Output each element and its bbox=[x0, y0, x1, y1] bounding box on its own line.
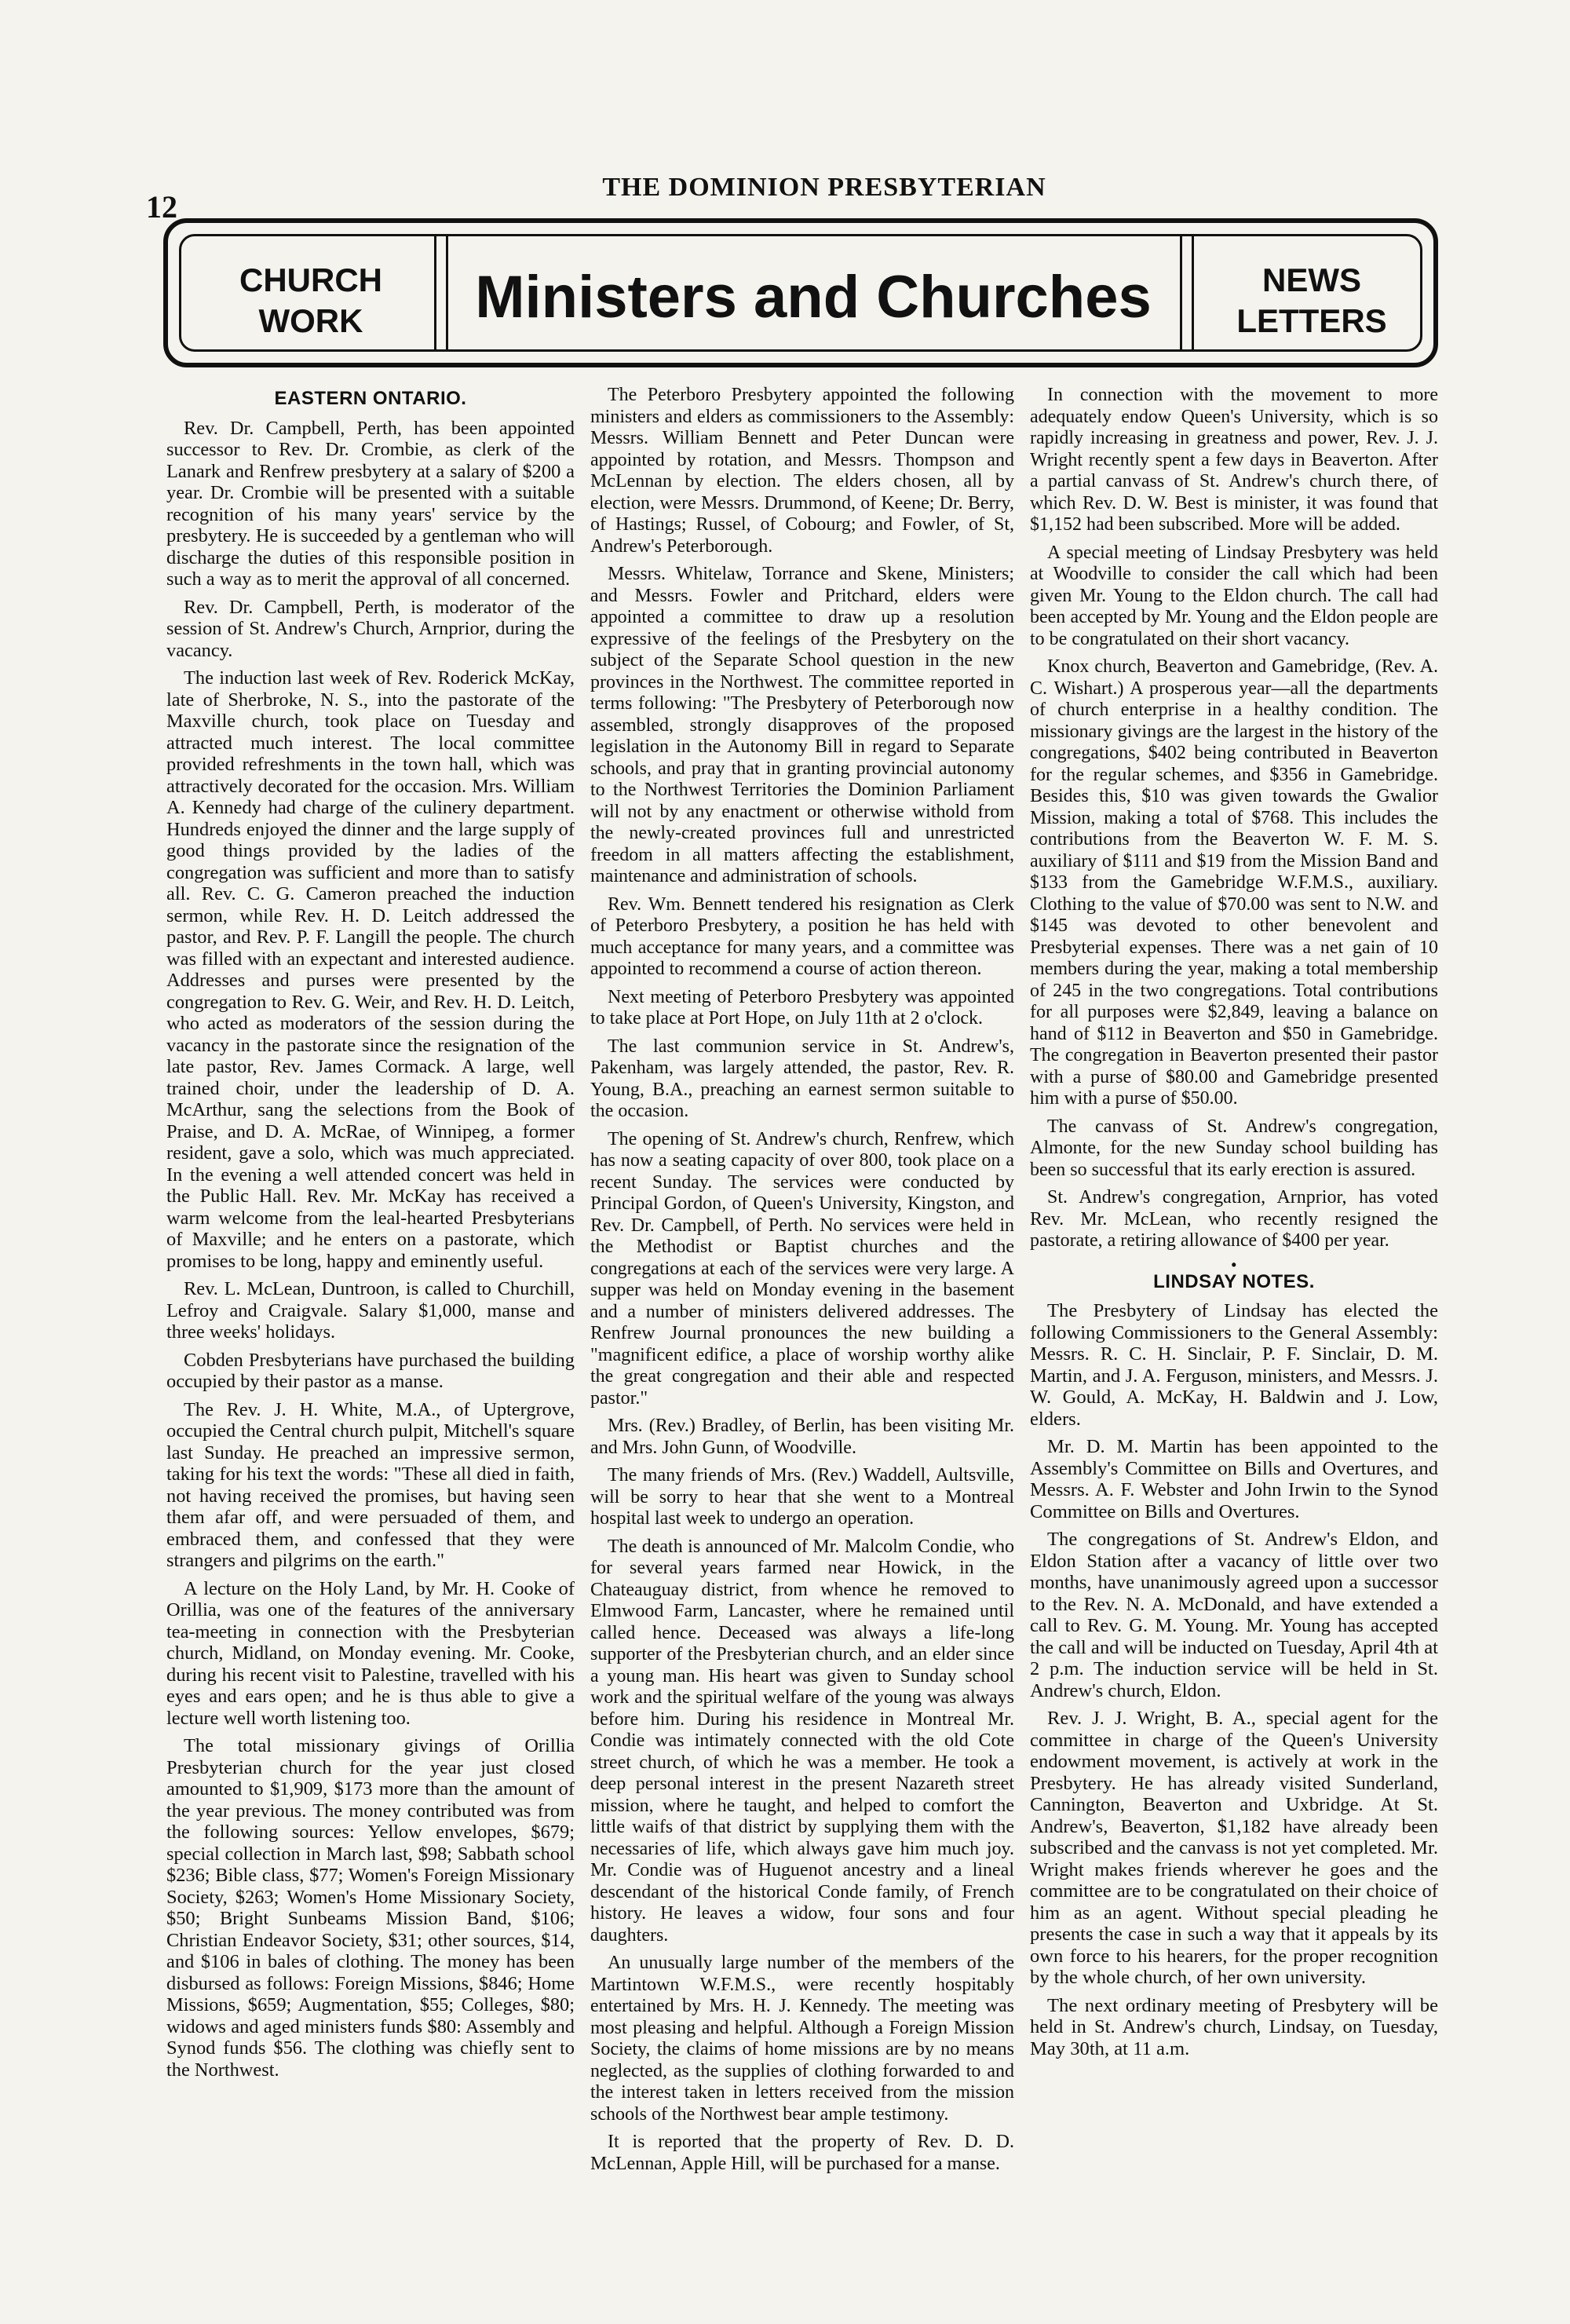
article-paragraph: Rev. Wm. Bennett tendered his resignation as Clerk of Peterboro Presbytery, a position he has held with much acceptance for many years, and a committee was appointed to recommend a course of action thereon. bbox=[590, 893, 1014, 979]
article-paragraph: The canvass of St. Andrew's congregation, Almonte, for the new Sunday school building has been so successful that its early erection is assured. bbox=[1030, 1116, 1438, 1180]
article-paragraph: It is reported that the property of Rev. D. D. McLennan, Apple Hill, will be purchased for a manse. bbox=[590, 2132, 1014, 2174]
article-paragraph: Mrs. (Rev.) Bradley, of Berlin, has been visiting Mr. and Mrs. John Gunn, of Woodville. bbox=[590, 1416, 1014, 1458]
banner-right-line-2: LETTERS bbox=[1236, 302, 1387, 339]
banner-title: Ministers and Churches bbox=[475, 264, 1152, 331]
column-1 bbox=[166, 385, 575, 2238]
article-paragraph: The induction last week of Rev. Roderick McKay, late of Sherbroke, N. S., into the pastorate of the Maxville church, took place on Tuesday and attracted much interest. The local committee provided refreshments in the town hall, which was attractively decorated for the occasion. Mrs. William A. Kennedy had charge of the culinery department. Hundreds enjoyed the dinner and the large supply of good things provided by the ladies of the congregation was sufficient and more than to satisfy all. Rev. C. G. Cameron preached the induction sermon, while Rev. H. D. Leitch addressed the pastor, and Rev. P. F. Langill the people. The church was filled with an expectant and interested audience. Addresses and purses were presented by the congregation to Rev. G. Weir, and Rev. H. D. Leitch, who acted as moderators of the session during the vacancy in the pastorate since the resignation of the late pastor, Rev. James Cormack. A large, well trained choir, under the leadership of D. A. McArthur, sang the selections from the Book of Praise, and D. A. McRae, of Winnipeg, a former resident, gave a solo, which was much appreciated. In the evening a well attended concert was held in the Public Hall. Rev. Mr. McKay has received a warm welcome from the leal-hearted Presbyterians of Maxville; and he enters on a pastorate, which promises to be long, happy and eminently useful. bbox=[166, 667, 575, 1272]
banner-left-label bbox=[189, 260, 433, 342]
page-number: 12 bbox=[146, 189, 177, 225]
article-paragraph: St. Andrew's congregation, Arnprior, has voted Rev. Mr. McLean, who recently resigned the pastorate, a retiring allowance of $400 per year. bbox=[1030, 1187, 1438, 1251]
article-paragraph: Rev. J. J. Wright, B. A., special agent for the committee in charge of the Queen's University endowment movement, is actively at work in the Presbytery. He has already visited Sunderland, Cannington, Beaverton and Uxbridge. At St. Andrew's, Beaverton, $1,182 have already been subscribed and the canvass is not yet completed. Mr. Wright makes friends wherever he goes and the committee are to be congratulated on their choice of him as an agent. Without special pleading he presents the case in such a way that it appeals by its own force to his hearers, for the proper recognition by the whole church, of her own university. bbox=[1030, 1708, 1438, 1988]
article-paragraph: A special meeting of Lindsay Presbytery was held at Woodville to consider the call which had been given Mr. Young to the Eldon church. The call had been accepted by Mr. Young and the Eldon people are to be congratulated on their short vacancy. bbox=[1030, 542, 1438, 649]
section-separator-dot: • bbox=[1231, 1256, 1237, 1273]
banner-right-line-1: NEWS bbox=[1262, 261, 1361, 298]
section-heading-text: LINDSAY NOTES. bbox=[1153, 1270, 1315, 1292]
article-paragraph: Rev. Dr. Campbell, Perth, is moderator of the session of St. Andrew's Church, Arnprior, during the vacancy. bbox=[166, 596, 575, 661]
article-paragraph: In connection with the movement to more adequately endow Queen's University, which is so rapidly increasing in greatness and power, Rev. J. J. Wright recently spent a few days in Beaverton. After a partial canvass of St. Andrew's church there, of which Rev. D. W. Best is minister, it was found that $1,152 had been subscribed. More will be added. bbox=[1030, 385, 1438, 535]
banner-divider-right bbox=[1180, 236, 1194, 349]
banner-right-label bbox=[1194, 260, 1429, 342]
banner-left-line-2: WORK bbox=[258, 302, 363, 339]
article-paragraph: The Peterboro Presbytery appointed the following ministers and elders as commissioners to the Assembly: Messrs. William Bennett and Peter Duncan were appointed by rotation, and Messrs. Thompson and McLennan by election. The elders chosen, all by election, were Messrs. Drummond, of Keene; Dr. Berry, of Hastings; Russel, of Cobourg; and Fowler, of St, Andrew's Peterborough. bbox=[590, 385, 1014, 557]
column-3 bbox=[1030, 385, 1438, 2238]
article-paragraph: The last communion service in St. Andrew's, Pakenham, was largely attended, the pastor, Rev. R. Young, B.A., preaching an earnest sermon suitable to the occasion. bbox=[590, 1036, 1014, 1121]
article-paragraph: The congregations of St. Andrew's Eldon, and Eldon Station after a vacancy of little over two months, have unanimously agreed upon a successor to the Rev. N. A. McDonald, and have extended a call to Rev. G. M. Young. Mr. Young has accepted the call and will be inducted on Tuesday, April 4th at 2 p.m. The induction service will be held in St. Andrew's church, Eldon. bbox=[1030, 1529, 1438, 1701]
article-paragraph: Rev. L. McLean, Duntroon, is called to Churchill, Lefroy and Craigvale. Salary $1,000, manse and three weeks' holidays. bbox=[166, 1278, 575, 1343]
article-paragraph: Rev. Dr. Campbell, Perth, has been appointed successor to Rev. Dr. Crombie, as clerk of the Lanark and Renfrew presbytery at a salary of $200 a year. Dr. Crombie will be presented with a suitable recognition of his many years' service by the presbytery. He is succeeded by a gentleman who will discharge the duties of this responsible position in such a way as to merit the approval of all concerned. bbox=[166, 417, 575, 590]
section-banner bbox=[163, 218, 1438, 367]
article-paragraph: Knox church, Beaverton and Gamebridge, (Rev. A. C. Wishart.) A prosperous year—all the departments of church enterprise in a healthy condition. The missionary givings are the largest in the history of the congregations, $402 being contributed in Beaverton for the regular schemes, and $356 in Gamebridge. Besides this, $10 was given towards the Gwalior Mission, making a total of $768. This includes the contributions from the Beaverton W. F. M. S. auxiliary of $111 and $19 from the Mission Band and $133 from the Gamebridge W.F.M.S., auxiliary. Clothing to the value of $70.00 was sent to N.W. and $145 was devoted to other benevolent and Presbyterial expenses. There was a net gain of 10 members during the year, making a total membership of 245 in the two congregations. Total contributions for all purposes were $2,849, leaving a balance on hand of $112 in Beaverton and $50 in Gamebridge. The congregation in Beaverton presented their pastor with a purse of $80.00 and Gamebridge presented him with a purse of $50.00. bbox=[1030, 656, 1438, 1109]
banner-left-line-1: CHURCH bbox=[239, 261, 382, 298]
article-paragraph: Messrs. Whitelaw, Torrance and Skene, Ministers; and Messrs. Fowler and Pritchard, elders were appointed a committee to draw up a resolution expressive of the feelings of the Presbytery on the subject of the Separate School question in the new provinces in the Northwest. The committee reported in terms following: "The Presbytery of Peterborough now assembled, strongly disapproves of the proposed legislation in the Autonomy Bill in regard to Separate schools, and pray that in granting provincial autonomy to the Northwest Territories the Dominion Parliament will not by any enactment or otherwise withold from the newly-created provinces full and unrestricted freedom in all matters affecting the establishment, maintenance and administration of schools. bbox=[590, 564, 1014, 886]
article-paragraph: The death is announced of Mr. Malcolm Condie, who for several years farmed near Howick, in the Chateauguay district, from whence he removed to Elmwood Farm, Lancaster, where he remained until called hence. Deceased was always a life-long supporter of the Presbyterian church, and an elder since a young man. His heart was given to Sunday school work and the spiritual welfare of the young was always before him. During his residence in Montreal Mr. Condie was intimately connected with the old Cote street church, of which he was a member. He took a deep personal interest in the present Nazareth street mission, where he taught, and helped to comfort the little waifs of that district by supplying them with the necessaries of life, which always gave him much joy. Mr. Condie was of Huguenot ancestry and a lineal descendant of the historical Conde family, of French history. He leaves a widow, four sons and four daughters. bbox=[590, 1536, 1014, 1946]
banner-divider-left bbox=[434, 236, 448, 349]
article-paragraph: The total missionary givings of Orillia Presbyterian church for the year just closed amounted to $1,909, $173 more than the amount of the year previous. The money contributed was from the following sources: Yellow envelopes, $679; special collection in March last, $98; Sabbath school $236; Bible class, $77; Women's Foreign Missionary Society, $263; Women's Home Missionary Society, $50; Bright Sunbeams Mission Band, $106; Christian Endeavor Society, $31; other sources, $14, and $106 in bales of clothing. The money has been disbursed as follows: Foreign Missions, $846; Home Missions, $659; Augmentation, $55; Colleges, $80; widows and aged ministers funds $80: Assembly and Synod funds $56. The clothing was chiefly sent to the Northwest. bbox=[166, 1735, 575, 2081]
article-columns bbox=[166, 385, 1438, 2238]
article-paragraph: A lecture on the Holy Land, by Mr. H. Cooke of Orillia, was one of the features of the anniversary tea-meeting in connection with the Presbyterian church, Midland, on Monday evening. Mr. Cooke, during his recent visit to Palestine, travelled with his eyes and ears open; and he is thus able to give a lecture well worth listening too. bbox=[166, 1577, 575, 1729]
article-paragraph: The Presbytery of Lindsay has elected the following Commissioners to the General Assembly: Messrs. R. C. H. Sinclair, P. F. Sinclair, D. M. Martin, and J. A. Ferguson, ministers, and Messrs. J. W. Gould, A. McKay, H. Baldwin and J. Low, elders. bbox=[1030, 1300, 1438, 1430]
article-paragraph: The many friends of Mrs. (Rev.) Waddell, Aultsville, will be sorry to hear that she went to a Montreal hospital last week to undergo an operation. bbox=[590, 1465, 1014, 1529]
section-heading-eastern-ontario: EASTERN ONTARIO. bbox=[274, 388, 467, 409]
running-head: THE DOMINION PRESBYTERIAN bbox=[602, 173, 1046, 202]
banner-inner-frame bbox=[179, 234, 1422, 352]
article-paragraph: The opening of St. Andrew's church, Renfrew, which has now a seating capacity of over 800, took place on a recent Sunday. The services were conducted by Principal Gordon, of Queen's University, Kingston, and Rev. Dr. Campbell, of Perth. No services were held in the Methodist or Baptist churches and the congregations at each of the services were very large. A supper was held on Monday evening in the basement and a number of ministers delivered addresses. The Renfrew Journal pronounces the new building a "magnificent edifice, a place of worship worthy alike the great congregation and their able and respected pastor." bbox=[590, 1128, 1014, 1409]
article-paragraph: Cobden Presbyterians have purchased the building occupied by their pastor as a manse. bbox=[166, 1349, 575, 1392]
article-paragraph: The Rev. J. H. White, M.A., of Uptergrove, occupied the Central church pulpit, Mitchell's square last Sunday. He preached an impressive sermon, taking for his text the words: "These all died in faith, not having received the promises, but having seen them afar off, and were persuaded of them, and embraced them, and confessed that they were strangers and pilgrims on the earth." bbox=[166, 1398, 575, 1571]
article-paragraph: An unusually large number of the members of the Martintown W.F.M.S., were recently hospitably entertained by Mrs. H. J. Kennedy. The meeting was most pleasing and helpful. Although a Foreign Mission Society, the claims of home missions are by no means neglected, as the supplies of clothing forwarded to and the interest taken in letters received from the mission schools of the Northwest bear ample testimony. bbox=[590, 1953, 1014, 2125]
column-2 bbox=[590, 385, 1014, 2238]
article-paragraph: Next meeting of Peterboro Presbytery was appointed to take place at Port Hope, on July 11th at 2 o'clock. bbox=[590, 986, 1014, 1029]
article-paragraph: The next ordinary meeting of Presbytery will be held in St. Andrew's church, Lindsay, on Tuesday, May 30th, at 11 a.m. bbox=[1030, 1994, 1438, 2059]
section-heading-lindsay-notes bbox=[1030, 1256, 1438, 1293]
article-paragraph: Mr. D. M. Martin has been appointed to the Assembly's Committee on Bills and Overtures, and Messrs. A. F. Webster and John Irwin to the Synod Committee on Bills and Overtures. bbox=[1030, 1436, 1438, 1522]
